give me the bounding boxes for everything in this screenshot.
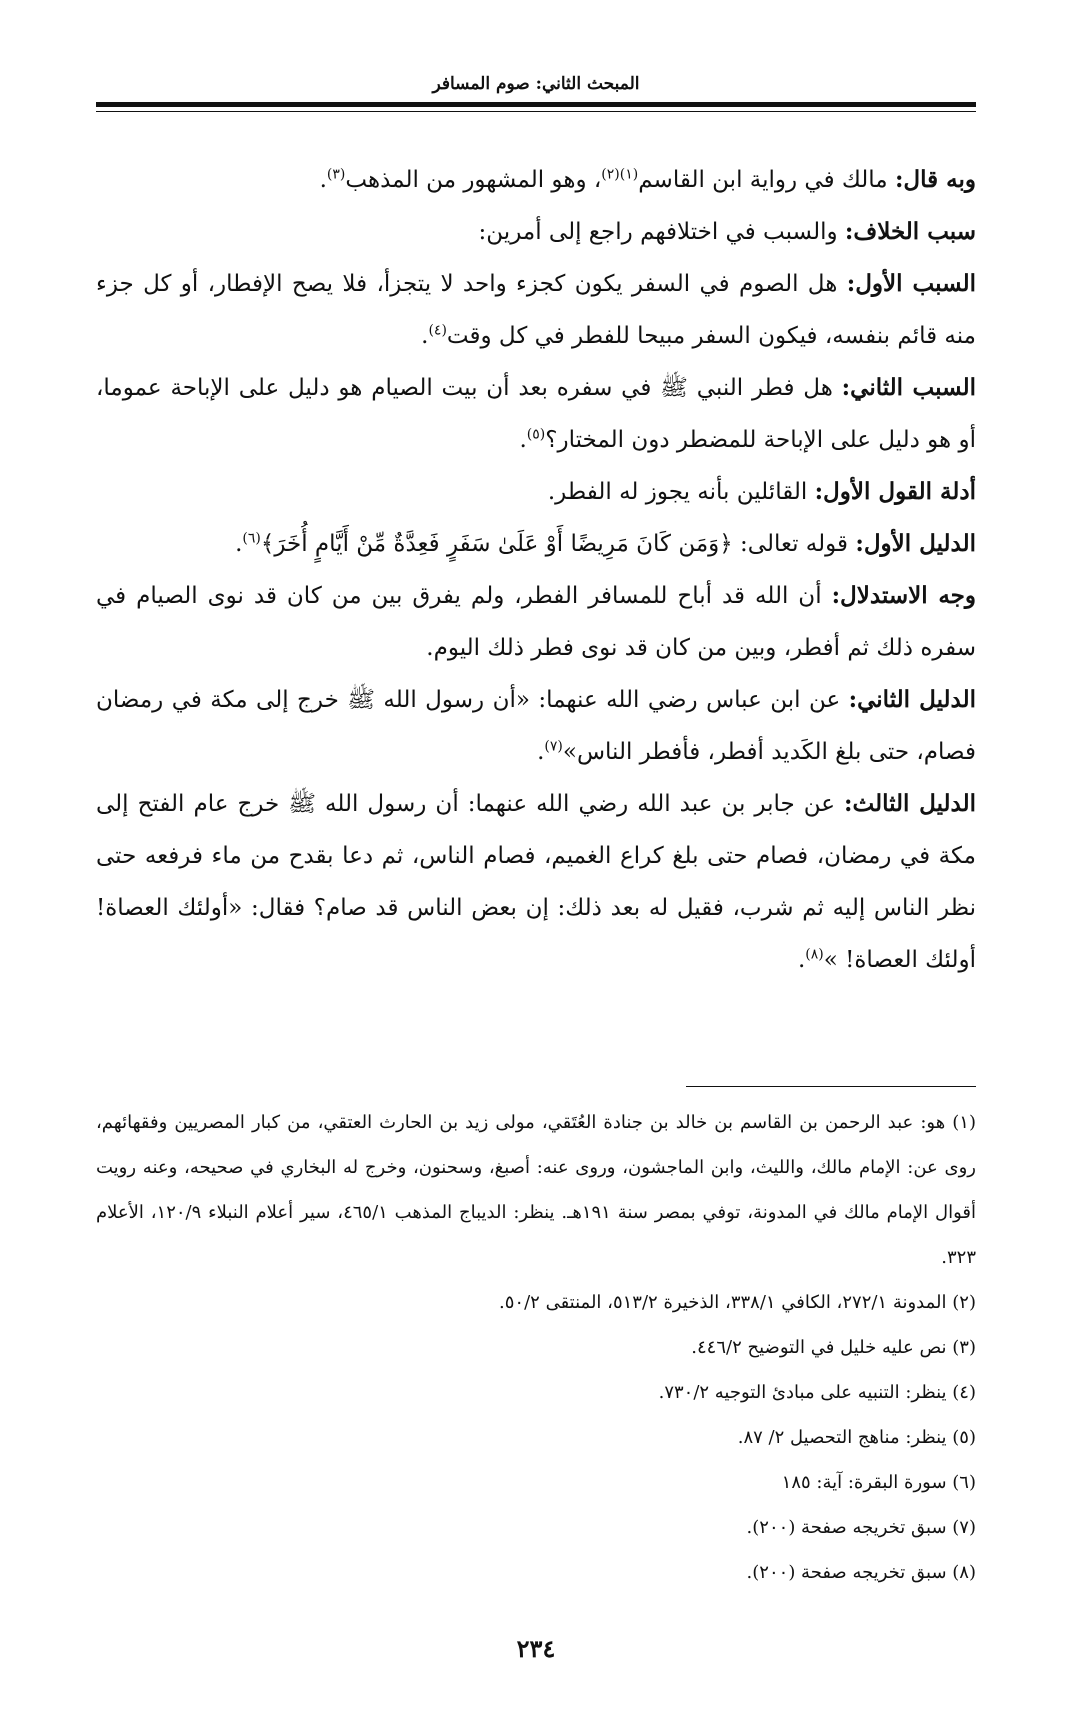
footnote-text: المدونة ٢٧٢/١، الكافي ٣٣٨/١، الذخيرة ٥١٣/٢، المنتقى ٥٠/٢. — [499, 1292, 947, 1313]
footnote-text: ينظر: التنبيه على مبادئ التوجيه ٧٣٠/٢. — [658, 1382, 947, 1403]
footnote-number: (٢) — [952, 1292, 976, 1313]
footnote-number: (٧) — [952, 1517, 976, 1538]
paragraph-text: . — [797, 947, 806, 973]
footnote — [96, 1505, 976, 1550]
paragraph-text: عن جابر بن عبد الله رضي الله عنهما: أن رسول الله ﷺ خرج عام الفتح إلى مكة في رمضان، فصام حتى بلغ كراع الغميم، فصام الناس، ثم دعا بقدح من ماء فرفعه حتى نظر الناس إليه ثم شرب، فقيل له بعد ذلك: إن بعض الناس قد صام؟ فقال: «أولئك العصاة! أولئك العصاة! » — [96, 791, 976, 973]
paragraph — [96, 570, 976, 674]
footnote — [96, 1100, 976, 1280]
footnote — [96, 1415, 976, 1460]
footnote-number: (١) — [952, 1112, 976, 1133]
footnote-ref[interactable]: (٧) — [544, 738, 563, 755]
footnote-ref[interactable]: (٦) — [242, 530, 261, 547]
paragraph-label: الدليل الأول: — [855, 530, 976, 557]
paragraph-label: الدليل الثالث: — [844, 790, 976, 817]
footnote-text: نص عليه خليل في التوضيح ٤٤٦/٢. — [691, 1337, 947, 1358]
quran-verse: ﴿وَمَن كَانَ مَرِيضًا أَوْ عَلَىٰ سَفَرٍ فَعِدَّةٌ مِّنْ أَيَّامٍ أُخَرَ﴾ — [260, 531, 733, 557]
paragraph-text: . — [319, 167, 327, 193]
footnote-text: سبق تخريجه صفحة (٢٠٠). — [746, 1562, 947, 1583]
paragraph-label: السبب الأول: — [846, 270, 976, 297]
paragraph-label: الدليل الثاني: — [848, 686, 976, 713]
footnote — [96, 1280, 976, 1325]
footnote-separator — [686, 1086, 976, 1087]
paragraph — [96, 258, 976, 362]
paragraph-text: هل الصوم في السفر يكون كجزء واحد لا يتجزأ، فلا يصح الإفطار، أو كل جزء منه قائم بنفسه، فيكون السفر مبيحا للفطر في كل وقت — [96, 271, 976, 349]
paragraph-text: والسبب في اختلافهم راجع إلى أمرين: — [478, 219, 845, 245]
page-number: ٢٣٤ — [516, 1634, 556, 1663]
paragraph-label: وبه قال: — [894, 166, 976, 193]
footnote-text: سورة البقرة: آية: ١٨٥ — [781, 1472, 947, 1493]
paragraph-text: قوله تعالى: — [732, 531, 856, 557]
footnotes — [96, 1100, 976, 1595]
paragraph — [96, 778, 976, 986]
footnote-ref[interactable]: (٥) — [526, 426, 546, 443]
footnote-ref[interactable]: (٤) — [428, 322, 447, 339]
paragraph-text: . — [537, 739, 545, 765]
main-text — [96, 154, 976, 986]
paragraph — [96, 466, 976, 518]
footnote — [96, 1370, 976, 1415]
paragraph — [96, 362, 976, 466]
footnote-ref[interactable]: (٣) — [326, 166, 346, 183]
paragraph — [96, 518, 976, 570]
footnote-number: (٨) — [952, 1562, 976, 1583]
footnote-text: ينظر: مناهج التحصيل ٢/ ٨٧. — [737, 1427, 947, 1448]
paragraph — [96, 674, 976, 778]
paragraph-label: سبب الخلاف: — [844, 218, 976, 245]
paragraph-label: السبب الثاني: — [841, 374, 976, 401]
paragraph-label: أدلة القول الأول: — [814, 478, 976, 505]
footnote-number: (٥) — [952, 1427, 976, 1448]
footnote-ref[interactable]: (٨) — [805, 946, 824, 963]
paragraph-text: ، وهو المشهور من المذهب — [345, 167, 602, 193]
paragraph-text: عن ابن عباس رضي الله عنهما: «أن رسول الله ﷺ خرج إلى مكة في رمضان فصام، حتى بلغ الكَديد أفطر، فأفطر الناس» — [96, 687, 976, 765]
footnote-text: سبق تخريجه صفحة (٢٠٠). — [746, 1517, 947, 1538]
paragraph-text: . — [235, 531, 243, 557]
footnote-text: هو: عبد الرحمن بن القاسم بن خالد بن جنادة العُتَقي، مولى زيد بن الحارث العتقي، من كبار المصريين وفقهائهم، روى عن: الإمام مالك، والليث، وابن الماجشون، وروى عنه: أصبغ، وسحنون، وخرج له البخاري في صحيحه، وعنه رويت أقوال الإمام مالك في المدونة، توفي بمصر سنة ١٩١هـ. ينظر: الديباج المذهب ٤٦٥/١، سير أعلام النبلاء ١٢٠/٩، الأعلام ٣٢٣. — [96, 1112, 976, 1268]
paragraph — [96, 154, 976, 206]
paragraph-text: . — [519, 427, 527, 453]
paragraph-label: وجه الاستدلال: — [831, 582, 976, 609]
header-rule-thick — [96, 102, 976, 107]
paragraph-text: مالك في رواية ابن القاسم — [638, 167, 895, 193]
running-header: المبحث الثاني: صوم المسافر — [432, 74, 640, 94]
paragraph-text: أن الله قد أباح للمسافر الفطر، ولم يفرق بين من كان قد نوى الصيام في سفره ذلك ثم أفطر، وبين من كان قد نوى فطر ذلك اليوم. — [96, 583, 976, 661]
header-rule-thin — [96, 111, 976, 112]
footnote-number: (٦) — [952, 1472, 976, 1493]
footnote — [96, 1550, 976, 1595]
paragraph-text: هل فطر النبي ﷺ في سفره بعد أن بيت الصيام هو دليل على الإباحة عموما، أو هو دليل على الإباحة للمضطر دون المختار؟ — [96, 375, 976, 453]
paragraph-text: القائلين بأنه يجوز له الفطر. — [547, 479, 815, 505]
footnote — [96, 1325, 976, 1370]
footnote-number: (٤) — [952, 1382, 976, 1403]
footnote — [96, 1460, 976, 1505]
footnote-ref[interactable]: (١)(٢) — [601, 166, 639, 183]
footnote-number: (٣) — [952, 1337, 976, 1358]
paragraph — [96, 206, 976, 258]
paragraph-text: . — [421, 323, 429, 349]
